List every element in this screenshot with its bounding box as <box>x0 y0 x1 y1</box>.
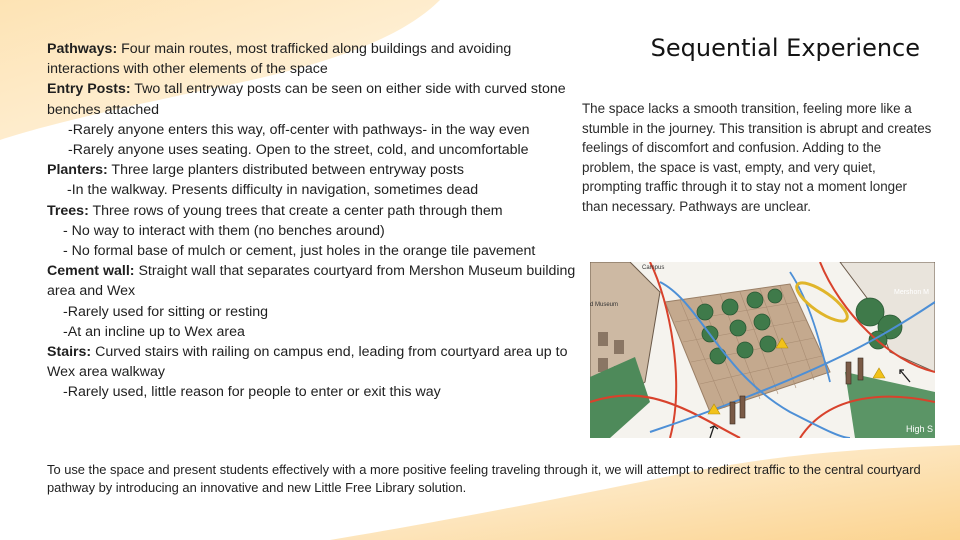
note-sub-item: -Rarely used, little reason for people to enter or exit this way <box>63 384 441 401</box>
note-label: Stairs: <box>47 344 92 361</box>
observation-notes <box>47 39 577 403</box>
note-sub-item: -Rarely used for sitting or resting <box>63 303 269 320</box>
note-trees: Trees: Three rows of young trees that create a center path through them <box>47 202 503 219</box>
note-label: Trees: <box>47 202 89 219</box>
map-label-museum: d Museum <box>590 302 619 308</box>
note-sub-item: -At an incline up to Wex area <box>63 323 245 340</box>
courtyard-map-sketch <box>590 262 935 438</box>
note-label: Entry Posts: <box>47 81 131 98</box>
courtyard-map-image <box>590 262 935 438</box>
conclusion-paragraph: To use the space and present students effectively with a more positive feeling traveling through it, we will attempt to redirect traffic to the central courtyard pathway by introducing an innovative and new Little Free Library solution. <box>47 462 921 495</box>
note-entry-posts: Entry Posts: Two tall entryway posts can be seen on either side with curved stone benches attached <box>47 81 566 118</box>
map-label-mershon: Mershon M <box>894 289 930 296</box>
map-label-campus: Campus <box>642 265 665 271</box>
note-sub-item: -Rarely anyone enters this way, off-center with pathways- in the way even <box>68 121 530 138</box>
note-cement-wall: Cement wall: Straight wall that separates courtyard from Mershon Museum building area and Wex <box>47 263 576 300</box>
note-label: Planters: <box>47 162 108 179</box>
note-label: Cement wall: <box>47 263 135 280</box>
note-planters: Planters: Three large planters distributed between entryway posts <box>47 162 464 179</box>
note-sub-item: - No way to interact with them (no benches around) <box>63 222 385 239</box>
note-label: Pathways: <box>47 41 118 57</box>
note-stairs: Stairs: Curved stairs with railing on campus end, leading from courtyard area up to Wex area walkway <box>47 344 568 381</box>
note-sub-item: - No formal base of mulch or cement, just holes in the orange tile pavement <box>63 243 536 260</box>
map-label-high: High S <box>906 424 934 434</box>
summary-paragraph: The space lacks a smooth transition, feeling more like a stumble in the journey. This transition is abrupt and creates feelings of discomfort and confusion. Adding to the problem, the space is vast, empty, and very quiet, prompting traffic through it to stay not a moment longer than necessary. Pathways are unclear. <box>582 101 932 214</box>
slide-title: Sequential Experience <box>650 34 920 62</box>
note-pathways: Pathways: Four main routes, most trafficked along buildings and avoiding interactions with other elements of the space <box>47 41 512 78</box>
note-sub-item: -Rarely anyone uses seating. Open to the street, cold, and uncomfortable <box>68 142 529 159</box>
note-sub-item: -In the walkway. Presents difficulty in navigation, sometimes dead <box>67 182 479 199</box>
